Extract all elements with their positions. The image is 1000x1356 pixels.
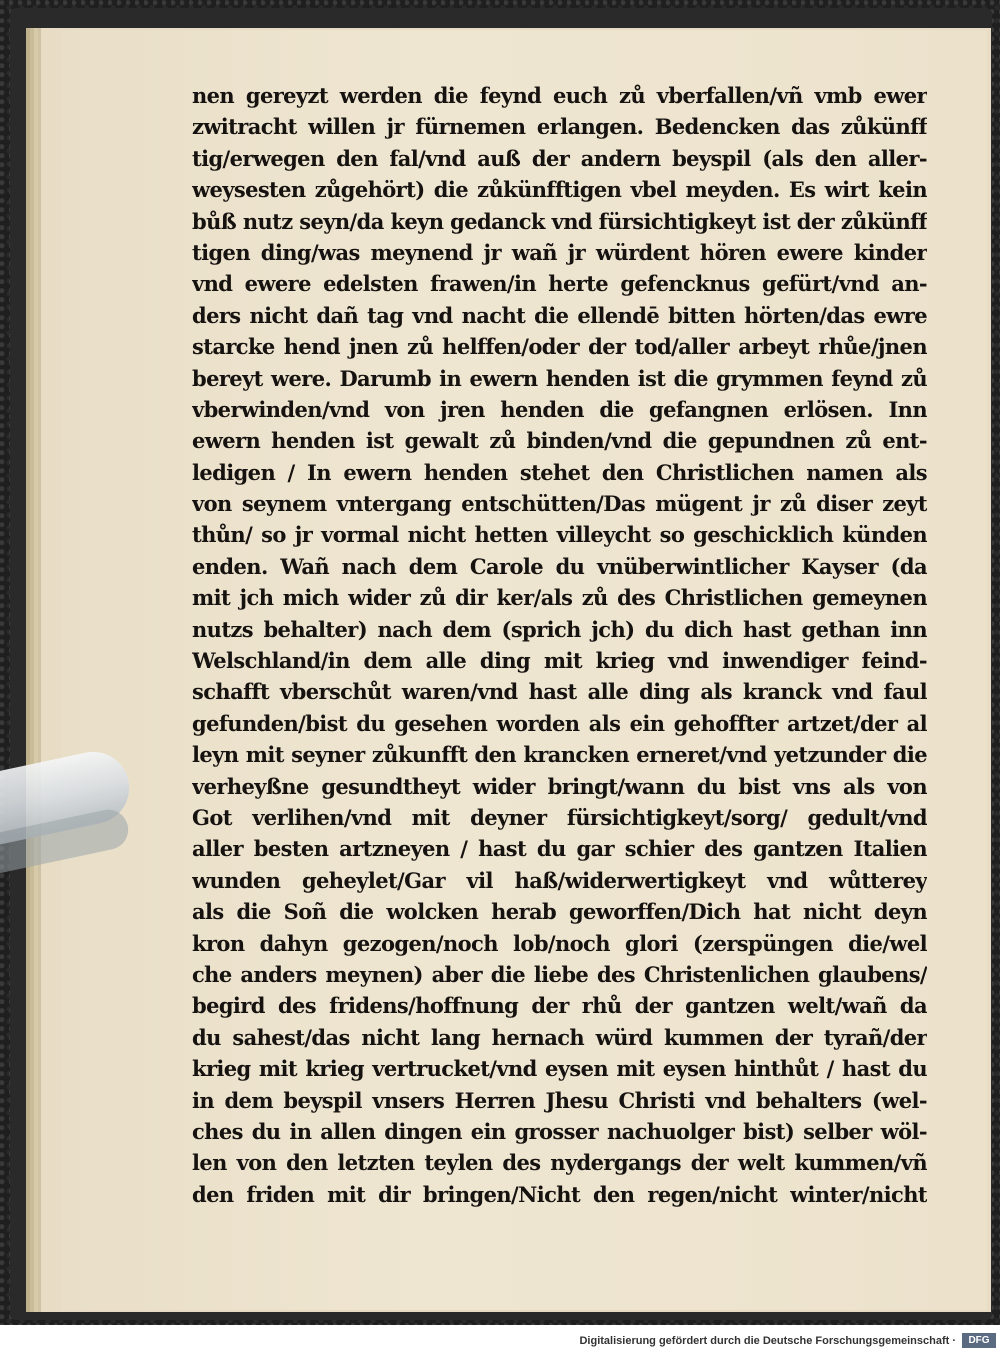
footer-bar xyxy=(0,1325,1000,1356)
text-line: kron dahyn gezogen/noch lob/noch glori (zerspüngen die/wel xyxy=(192,930,927,956)
text-line: tigen ding/was meynend jr wañ jr würdent hören ewere kinder xyxy=(192,239,927,265)
text-line: du sahest/das nicht lang hernach würd kummen der tyrañ/der xyxy=(192,1024,927,1050)
text-line: ders nicht dañ tag vnd nacht die ellendē bitten hörten/das ewre xyxy=(192,302,927,328)
text-line: von seynem vntergang entschütten/Das mügent jr zů diser zeyt xyxy=(192,491,927,517)
text-line: vnd ewere edelsten frawen/in herte gefencknus gefürt/vnd an- xyxy=(192,271,927,297)
text-line: ledigen / In ewern henden stehet den Christlichen namen als xyxy=(192,459,927,485)
text-line: nen gereyzt werden die feynd euch zů vberfallen/vñ vmb ewer xyxy=(192,83,927,108)
dfg-logo: DFG xyxy=(962,1333,996,1348)
text-line: mit jch mich wider zů dir ker/als zů des Christlichen gemeynen xyxy=(192,585,927,611)
text-line: starcke hend jnen zů helffen/oder der tod/aller arbeyt rhůe/jnen xyxy=(192,334,927,360)
text-line: vberwinden/vnd von jren henden die gefangnen erlösen. Inn xyxy=(192,396,927,422)
text-line: begird des fridens/hoffnung der rhů der gantzen welt/wañ da xyxy=(192,993,927,1019)
text-line: in dem beyspil vnsers Herren Jhesu Christi vnd behalters (wel- xyxy=(192,1087,927,1113)
text-line: aller besten artzneyen / hast du gar schier des gantzen Italien xyxy=(192,836,927,862)
text-line: bůß nutz seyn/da keyn gedanck vnd fürsichtigkeyt ist der zůkünff xyxy=(192,208,927,234)
text-line: nutzs behalter) nach dem (sprich jch) du dich hast gethan inn xyxy=(192,616,927,642)
text-line: Welschland/in dem alle ding mit krieg vnd inwendiger feind- xyxy=(192,648,927,674)
text-line: bereyt were. Darumb in ewern henden ist die grymmen feynd zů xyxy=(192,365,927,391)
text-line: wunden geheylet/Gar vil haß/widerwertigkeyt vnd wůtterey xyxy=(192,867,927,893)
funding-credit: Digitalisierung gefördert durch die Deutsche Forschungsgemeinschaft · xyxy=(579,1335,956,1347)
text-line: krieg mit krieg vertrucket/vnd eysen mit eysen hinthůt / hast du xyxy=(192,1056,927,1082)
text-line: enden. Wañ nach dem Carole du vnüberwintlicher Kayser (da xyxy=(192,553,927,579)
text-line: len von den letzten teylen des nydergangs der welt kummen/vñ xyxy=(192,1150,927,1176)
text-line: schafft vberschůt waren/vnd hast alle ding als kranck vnd faul xyxy=(192,679,927,705)
text-line: Got verlihen/vnd mit deyner fürsichtigkeyt/sorg/ gedult/vnd xyxy=(192,804,927,830)
text-line: ches du in allen dingen ein grosser nachuolger bist) selber wöl- xyxy=(192,1118,927,1144)
text-line: leyn mit seyner zůkunfft den krancken erneret/vnd yetzunder die xyxy=(192,742,927,768)
text-line: ewern henden ist gewalt zů binden/vnd die gepundnen zů ent- xyxy=(192,428,927,454)
text-line: thůn/ so jr vormal nicht hetten villeycht so geschicklich künden xyxy=(192,522,927,548)
text-line: gefunden/bist du gesehen worden als ein gehoffter artzet/der al xyxy=(192,710,927,736)
text-line: weysesten zůgehört) die zůkünfftigen vbel meyden. Es wirt kein xyxy=(192,177,927,203)
text-line: che anders meynen) aber die liebe des Christenlichen glaubens/ xyxy=(192,961,927,987)
text-line: verheyßne gesundtheyt wider bringt/wann du bist vns als von xyxy=(192,773,927,799)
text-line: den friden mit dir bringen/Nicht den regen/nicht winter/nicht xyxy=(192,1181,927,1207)
page-text xyxy=(192,80,927,1210)
text-line: als die Soñ die wolcken herab geworffen/Dich hat nicht deyn xyxy=(192,899,927,925)
text-line: zwitracht willen jr fürnemen erlangen. Bedencken das zůkünff xyxy=(192,114,927,140)
text-line: tig/erwegen den fal/vnd auß der andern beyspil (als den aller- xyxy=(192,145,927,171)
